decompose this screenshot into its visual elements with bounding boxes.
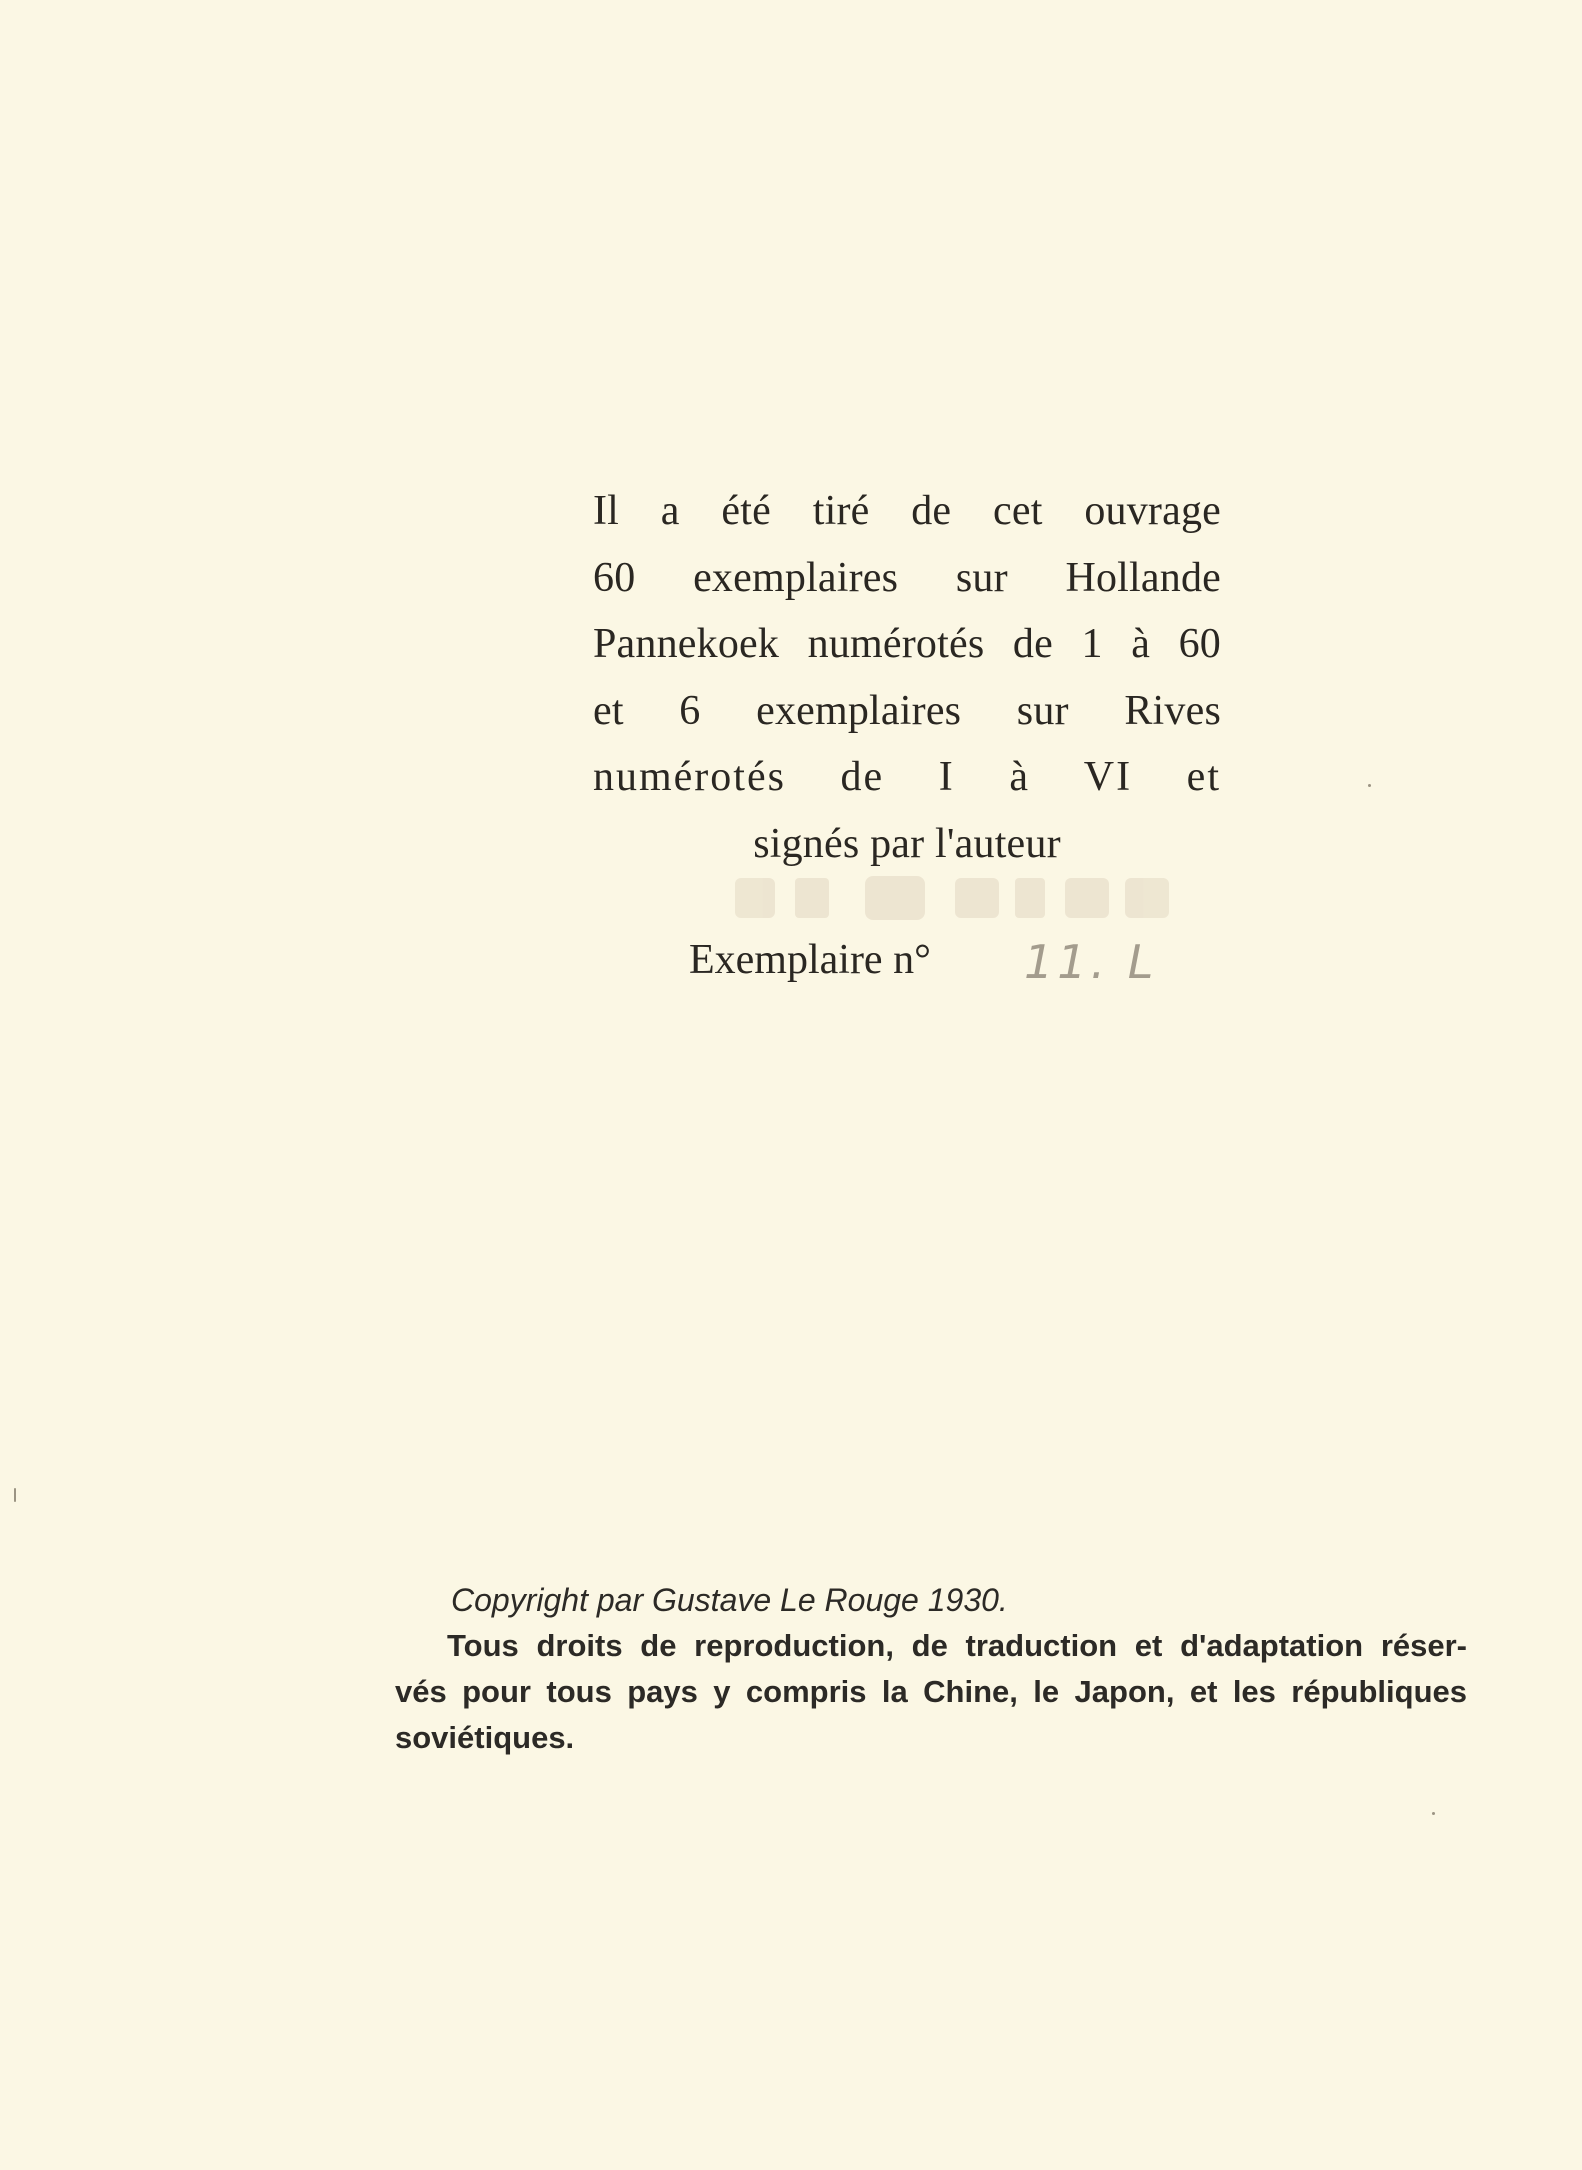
justification-line: Il a été tiré de cet ouvrage <box>593 488 1221 534</box>
copyright-notice <box>395 1578 1467 1761</box>
handwritten-copy-number: 11. L <box>1024 935 1158 989</box>
copyright-line: Copyright par Gustave Le Rouge 1930. <box>451 1582 1008 1618</box>
justification-notice <box>593 478 1221 877</box>
rights-line: vés pour tous pays y compris la Chine, le Japon, et les républiques <box>395 1674 1467 1709</box>
show-through-mark <box>715 868 1185 928</box>
justification-line: et 6 exemplaires sur Rives <box>593 687 1221 734</box>
justification-line: Pannekoek numérotés de 1 à 60 <box>593 621 1221 667</box>
paper-speck <box>1432 1812 1435 1815</box>
rights-line: soviétiques. <box>395 1720 575 1755</box>
paper-speck <box>14 1488 16 1502</box>
paper-speck <box>1368 784 1371 787</box>
justification-line: 60 exemplaires sur Hollande <box>593 554 1221 601</box>
justification-line: signés par l'auteur <box>753 820 1061 867</box>
rights-line: Tous droits de reproduction, de traduction et d'adaptation réser- <box>447 1628 1467 1663</box>
justification-line: numérotés de I à VI et <box>593 754 1221 800</box>
exemplaire-label: Exemplaire n° <box>689 937 931 983</box>
